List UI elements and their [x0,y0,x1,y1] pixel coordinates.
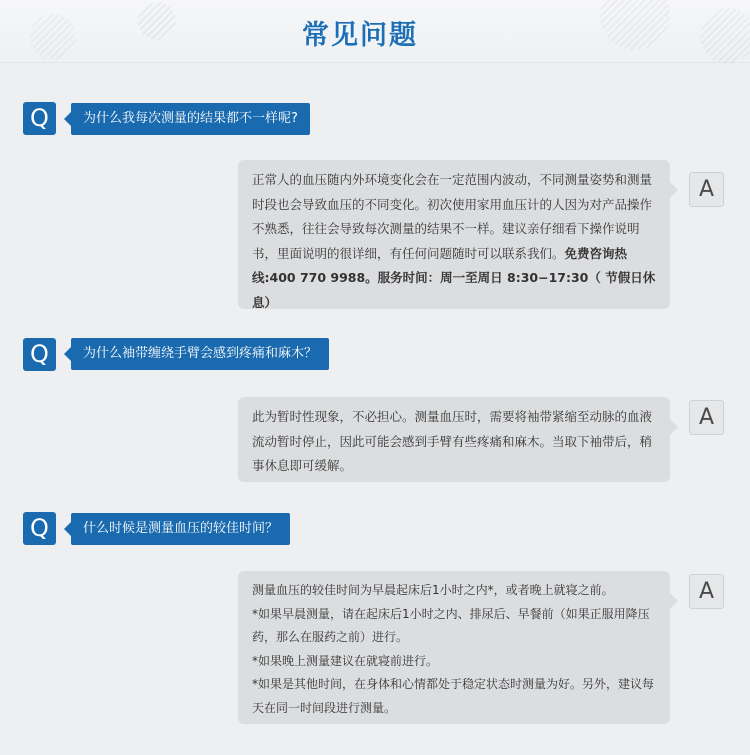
answer-text: 此为暂时性现象，不必担心。测量血压时，需要将袖带紧缩至动脉的血液流动暂时停止，因此可能会感到手臂有些疼痛和麻木。当取下袖带后，稍事休息即可缓解。 [252,409,653,473]
answer-bubble [238,397,670,482]
answer-icon: A [689,574,724,609]
question-icon: Q [23,102,56,135]
answer-bubble [238,160,670,309]
answer-icon: A [689,172,724,207]
answer-icon: A [689,400,724,435]
answer-line: 测量血压的较佳时间为早晨起床后1小时之内*，或者晚上就寝之前。 [252,583,614,597]
answer-line: *如果晚上测量建议在就寝前进行。 [252,653,439,668]
question-icon: Q [23,338,56,371]
answer-hotline-text: 免费咨询热线:400 770 9988。服务时间：周一至周日 8:30−17:30（ 节假日休息） [252,245,656,310]
page-title: 常见问题 [302,20,418,51]
answer-line: *如果早晨测量，请在起床后1小时之内、排尿后、早餐前（如果正服用降压药，那么在服药之前）进行。 [252,606,650,644]
page-header [0,0,750,63]
question-bubble: 为什么我每次测量的结果都不一样呢? [71,103,310,135]
answer-bubble [238,571,670,724]
question-bubble: 什么时候是测量血压的较佳时间？ [71,513,290,545]
question-icon: Q [23,512,56,545]
question-bubble: 为什么袖带缠绕手臂会感到疼痛和麻木？ [71,338,329,370]
answer-line: *如果是其他时间，在身体和心情都处于稳定状态时测量为好。另外，建议每天在同一时间段进行测量。 [252,677,655,715]
answer-text: 正常人的血压随内外环境变化会在一定范围内波动，不同测量姿势和测量时段也会导致血压的不同变化。初次使用家用血压计的人因为对产品操作不熟悉，往往会导致每次测量的结果不一样。建议亲仔细看下操作说明书，里面说明的很详细，有任何问题随时可以联系我们。 [252,172,653,261]
